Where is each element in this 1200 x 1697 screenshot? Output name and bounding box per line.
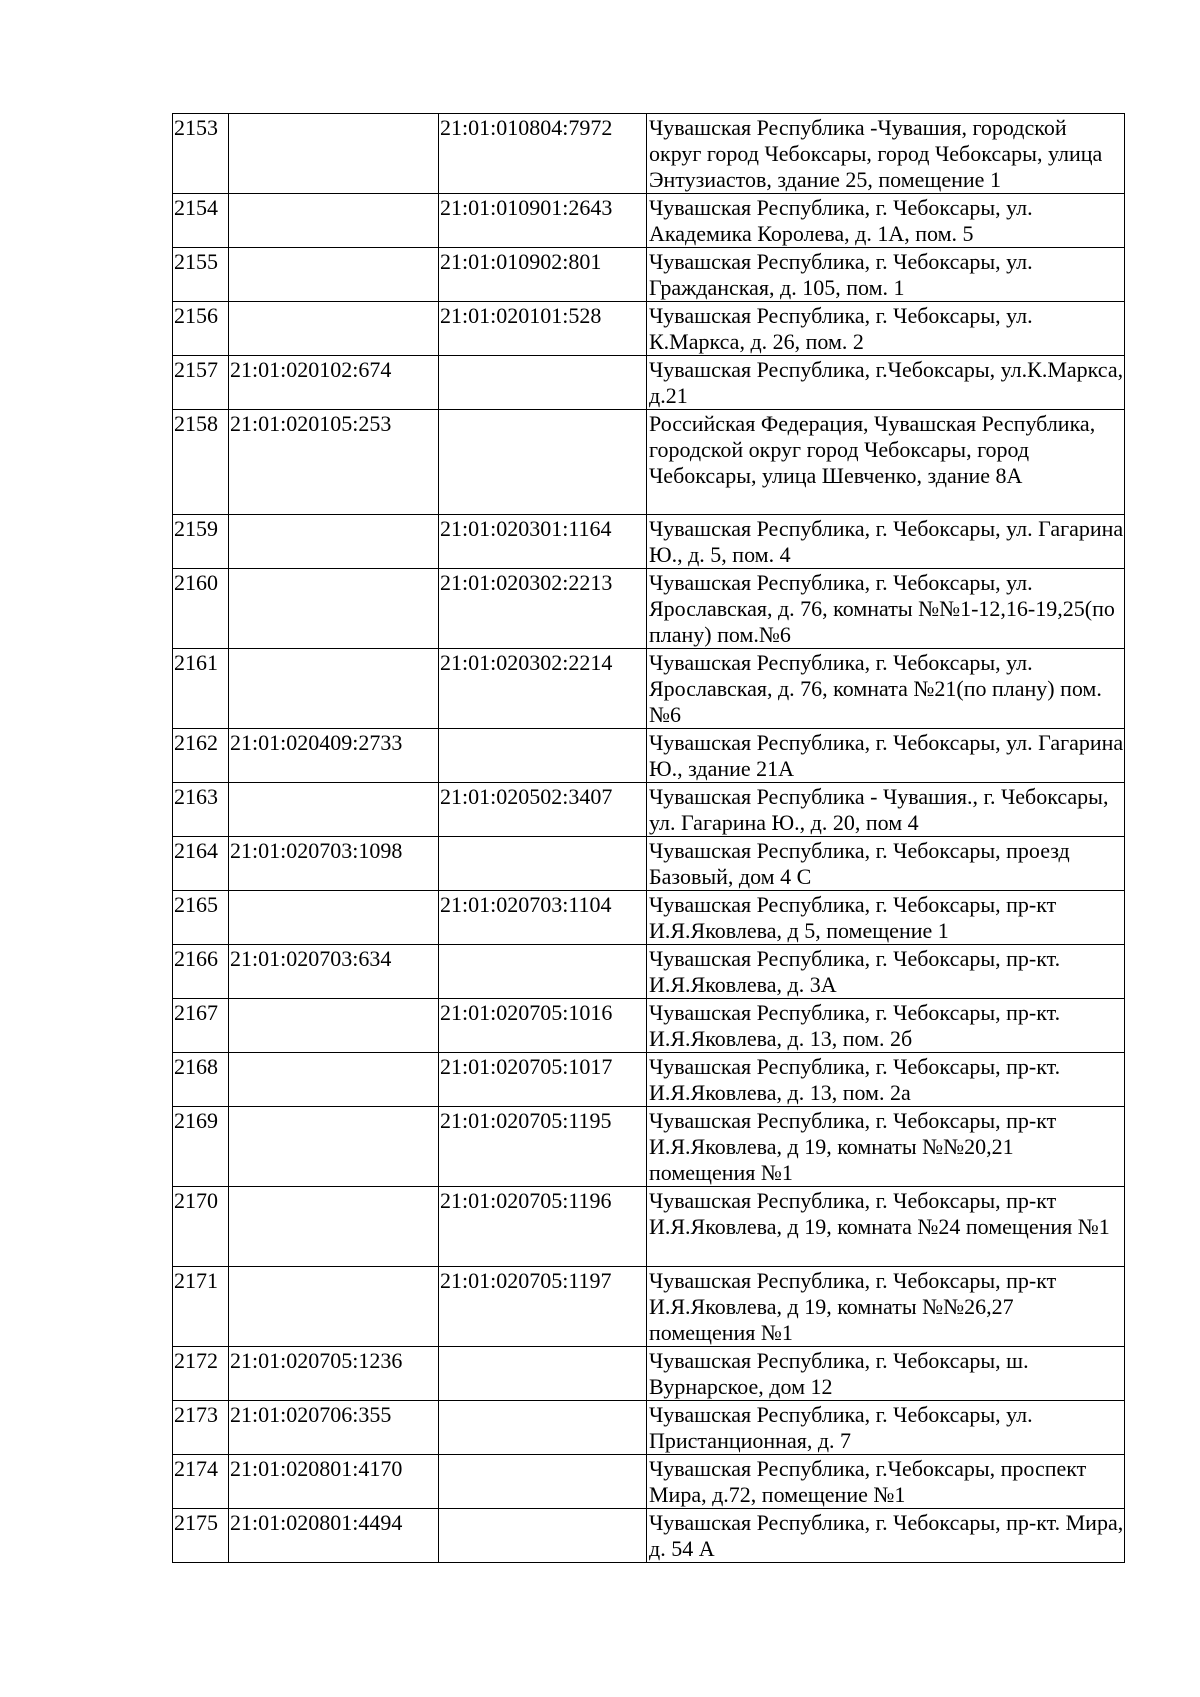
address: Чувашская Республика, г.Чебоксары, проспект Мира, д.72, помещение №1 — [647, 1455, 1125, 1509]
address: Российская Федерация, Чувашская Республика, городской округ город Чебоксары, город Чебоксары, улица Шевченко, здание 8А — [647, 410, 1125, 515]
row-number: 2175 — [173, 1509, 229, 1563]
room-cadastral-number: 21:01:010804:7972 — [439, 114, 647, 194]
row-number: 2172 — [173, 1347, 229, 1401]
building-cadastral-number: 21:01:020703:1098 — [229, 837, 439, 891]
table-row — [173, 515, 1125, 569]
table-row — [173, 1187, 1125, 1267]
row-number: 2153 — [173, 114, 229, 194]
room-cadastral-number: 21:01:020502:3407 — [439, 783, 647, 837]
table-row — [173, 1267, 1125, 1347]
row-number: 2169 — [173, 1107, 229, 1187]
address: Чувашская Республика, г. Чебоксары, пр-кт И.Я.Яковлева, д 19, комнаты №№20,21 помещения №1 — [647, 1107, 1125, 1187]
address: Чувашская Республика, г. Чебоксары, ул. Гражданская, д. 105, пом. 1 — [647, 248, 1125, 302]
room-cadastral-number: 21:01:020705:1196 — [439, 1187, 647, 1267]
room-cadastral-number — [439, 1455, 647, 1509]
table-row — [173, 410, 1125, 515]
table-row — [173, 1455, 1125, 1509]
table-row — [173, 248, 1125, 302]
building-cadastral-number — [229, 891, 439, 945]
address: Чувашская Республика, г. Чебоксары, пр-кт. И.Я.Яковлева, д. 3А — [647, 945, 1125, 999]
address: Чувашская Республика, г. Чебоксары, пр-кт. Мира, д. 54 А — [647, 1509, 1125, 1563]
building-cadastral-number — [229, 515, 439, 569]
building-cadastral-number — [229, 1053, 439, 1107]
building-cadastral-number: 21:01:020706:355 — [229, 1401, 439, 1455]
row-number: 2156 — [173, 302, 229, 356]
address: Чувашская Республика, г. Чебоксары, ул. Гагарина Ю., здание 21А — [647, 729, 1125, 783]
building-cadastral-number — [229, 649, 439, 729]
room-cadastral-number: 21:01:020101:528 — [439, 302, 647, 356]
table-row — [173, 194, 1125, 248]
row-number: 2161 — [173, 649, 229, 729]
room-cadastral-number: 21:01:020302:2214 — [439, 649, 647, 729]
room-cadastral-number — [439, 837, 647, 891]
room-cadastral-number: 21:01:020703:1104 — [439, 891, 647, 945]
table-row — [173, 1509, 1125, 1563]
row-number: 2170 — [173, 1187, 229, 1267]
building-cadastral-number: 21:01:020105:253 — [229, 410, 439, 515]
row-number: 2166 — [173, 945, 229, 999]
room-cadastral-number: 21:01:010902:801 — [439, 248, 647, 302]
table-row — [173, 649, 1125, 729]
building-cadastral-number — [229, 114, 439, 194]
address: Чувашская Республика, г. Чебоксары, ул. Пристанционная, д. 7 — [647, 1401, 1125, 1455]
table-row — [173, 302, 1125, 356]
room-cadastral-number — [439, 356, 647, 410]
address: Чувашская Республика, г. Чебоксары, ул. Гагарина Ю., д. 5, пом. 4 — [647, 515, 1125, 569]
building-cadastral-number: 21:01:020409:2733 — [229, 729, 439, 783]
table-row — [173, 729, 1125, 783]
address: Чувашская Республика, г. Чебоксары, пр-кт. И.Я.Яковлева, д. 13, пом. 2б — [647, 999, 1125, 1053]
room-cadastral-number — [439, 945, 647, 999]
address: Чувашская Республика, г. Чебоксары, пр-кт. И.Я.Яковлева, д. 13, пом. 2а — [647, 1053, 1125, 1107]
row-number: 2167 — [173, 999, 229, 1053]
row-number: 2162 — [173, 729, 229, 783]
building-cadastral-number — [229, 302, 439, 356]
building-cadastral-number: 21:01:020801:4494 — [229, 1509, 439, 1563]
table-row — [173, 891, 1125, 945]
room-cadastral-number — [439, 1509, 647, 1563]
table-row — [173, 356, 1125, 410]
room-cadastral-number: 21:01:020301:1164 — [439, 515, 647, 569]
row-number: 2165 — [173, 891, 229, 945]
address: Чувашская Республика, г. Чебоксары, пр-кт И.Я.Яковлева, д 19, комнаты №№26,27 помещения №1 — [647, 1267, 1125, 1347]
row-number: 2164 — [173, 837, 229, 891]
table-row — [173, 114, 1125, 194]
room-cadastral-number: 21:01:020705:1197 — [439, 1267, 647, 1347]
table-row — [173, 1107, 1125, 1187]
row-number: 2173 — [173, 1401, 229, 1455]
row-number: 2163 — [173, 783, 229, 837]
row-number: 2168 — [173, 1053, 229, 1107]
row-number: 2159 — [173, 515, 229, 569]
registry-table — [172, 113, 1125, 1563]
building-cadastral-number: 21:01:020703:634 — [229, 945, 439, 999]
row-number: 2158 — [173, 410, 229, 515]
address: Чувашская Республика - Чувашия., г. Чебоксары, ул. Гагарина Ю., д. 20, пом 4 — [647, 783, 1125, 837]
room-cadastral-number: 21:01:020705:1017 — [439, 1053, 647, 1107]
building-cadastral-number — [229, 1187, 439, 1267]
room-cadastral-number — [439, 410, 647, 515]
address: Чувашская Республика, г. Чебоксары, пр-кт И.Я.Яковлева, д 5, помещение 1 — [647, 891, 1125, 945]
address: Чувашская Республика, г. Чебоксары, ул. Академика Королева, д. 1А, пом. 5 — [647, 194, 1125, 248]
address: Чувашская Республика, г. Чебоксары, пр-кт И.Я.Яковлева, д 19, комната №24 помещения №1 — [647, 1187, 1125, 1267]
address: Чувашская Республика, г. Чебоксары, ш. Вурнарское, дом 12 — [647, 1347, 1125, 1401]
room-cadastral-number: 21:01:020705:1016 — [439, 999, 647, 1053]
address: Чувашская Республика, г. Чебоксары, ул. Ярославская, д. 76, комната №21(по плану) пом.№6 — [647, 649, 1125, 729]
address: Чувашская Республика, г.Чебоксары, ул.К.Маркса, д.21 — [647, 356, 1125, 410]
room-cadastral-number: 21:01:020705:1195 — [439, 1107, 647, 1187]
table-row — [173, 1053, 1125, 1107]
room-cadastral-number: 21:01:010901:2643 — [439, 194, 647, 248]
building-cadastral-number — [229, 194, 439, 248]
address: Чувашская Республика, г. Чебоксары, проезд Базовый, дом 4 С — [647, 837, 1125, 891]
building-cadastral-number — [229, 999, 439, 1053]
row-number: 2160 — [173, 569, 229, 649]
table-row — [173, 999, 1125, 1053]
table-row — [173, 1347, 1125, 1401]
row-number: 2171 — [173, 1267, 229, 1347]
room-cadastral-number — [439, 1347, 647, 1401]
table-row — [173, 945, 1125, 999]
building-cadastral-number — [229, 1107, 439, 1187]
table-row — [173, 569, 1125, 649]
row-number: 2157 — [173, 356, 229, 410]
row-number: 2174 — [173, 1455, 229, 1509]
row-number: 2154 — [173, 194, 229, 248]
address: Чувашская Республика -Чувашия, городской округ город Чебоксары, город Чебоксары, улица Энтузиастов, здание 25, помещение 1 — [647, 114, 1125, 194]
room-cadastral-number — [439, 729, 647, 783]
address: Чувашская Республика, г. Чебоксары, ул. Ярославская, д. 76, комнаты №№1-12,16-19,25(по плану) пом.№6 — [647, 569, 1125, 649]
table-row — [173, 837, 1125, 891]
building-cadastral-number: 21:01:020801:4170 — [229, 1455, 439, 1509]
building-cadastral-number — [229, 248, 439, 302]
building-cadastral-number: 21:01:020705:1236 — [229, 1347, 439, 1401]
room-cadastral-number — [439, 1401, 647, 1455]
building-cadastral-number: 21:01:020102:674 — [229, 356, 439, 410]
building-cadastral-number — [229, 1267, 439, 1347]
table-row — [173, 783, 1125, 837]
building-cadastral-number — [229, 569, 439, 649]
room-cadastral-number: 21:01:020302:2213 — [439, 569, 647, 649]
address: Чувашская Республика, г. Чебоксары, ул. К.Маркса, д. 26, пом. 2 — [647, 302, 1125, 356]
table-row — [173, 1401, 1125, 1455]
building-cadastral-number — [229, 783, 439, 837]
row-number: 2155 — [173, 248, 229, 302]
